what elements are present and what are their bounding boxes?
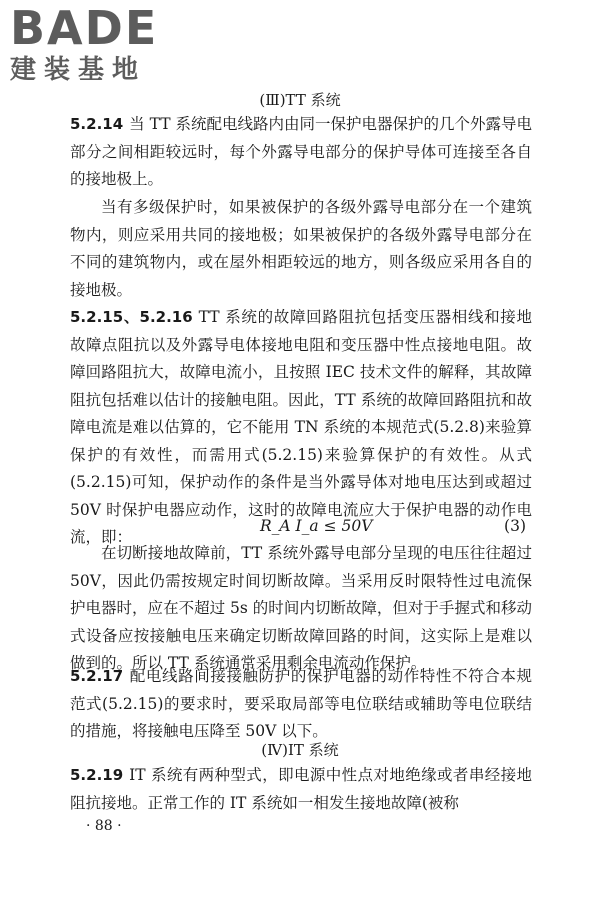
bade-logo [10, 1, 180, 94]
page-number: · 88 · [86, 818, 122, 834]
equation-number: (3) [504, 517, 526, 535]
section-heading-tt: (Ⅲ)TT 系统 [259, 91, 341, 109]
clause-text: 配电线路间接接触防护的保护电器的动作特性不符合本规范式(5.2.15)的要求时，要采取局部等电位联结或辅助等电位联结的措施，将接触电压降至 50V 以下。 [70, 667, 532, 740]
paragraph-fault-disconnection: 在切断接地故障前，TT 系统外露导电部分呈现的电压往往超过 50V，因此仍需按规定时间切断故障。当采用反时限特性过电流保护电器时，应在不超过 5s 的时间内切断故障，但对于手握式和移动式设备应按接触电压来确定切断故障回路的时间，这实际上是难以做到的。所以 TT 系统通常采用剩余电流动作保护。 [70, 544, 532, 672]
section-heading-it: (Ⅳ)IT 系统 [261, 741, 339, 759]
clause-text: 当 TT 系统配电线路内由同一保护电器保护的几个外露导电部分之间相距较远时，每个外露导电部分的保护导体可连接至各自的接地极上。 [70, 115, 532, 188]
clause-5-2-14 [70, 111, 532, 194]
clause-number: 5.2.14 [70, 115, 124, 133]
clause-number: 5.2.19 [70, 766, 124, 784]
clause-number: 5.2.15、5.2.16 [70, 308, 193, 326]
formula-row [70, 512, 532, 540]
clause-text: IT 系统有两种型式，即电源中性点对地绝缘或者串经接地阻抗接地。正常工作的 IT 系统如一相发生接地故障(被称 [70, 766, 532, 812]
clause-number: 5.2.17 [70, 667, 124, 685]
paragraph-multilevel-protection: 当有多级保护时，如果被保护的各级外露导电部分在一个建筑物内，则应采用共同的接地极；如果被保护的各级外露导电部分在不同的建筑物内，或在屋外相距较远的地方，则各级应采用各自的接地极。 [70, 198, 532, 299]
clause-5-2-19 [70, 762, 532, 817]
clause-text: TT 系统的故障回路阻抗包括变压器相线和接地故障点阻抗以及外露导电体接地电阻和变压器中性点接地电阻。故障回路阻抗大，故障电流小，且按照 IEC 技术文件的解释，其故障阻抗包括难以估计的接触电阻。因此，TT 系统的故障回路阻抗和故障电流是难以估算的，它不能用 TN 系统的本规范式(5.2.8)来验算保护的有效性，而需用式(5.2.15)来验算保护的有效性。从式(5.2.15)可知，保护动作的条件是当外露导体对地电压达到或超过 50V 时保护电器应动作，这时的故障电流应大于保护电器的动作电流，即： [70, 308, 532, 546]
logo-wordmark: BADE [10, 1, 159, 55]
logo-subtitle: 建装基地 [10, 55, 147, 85]
formula-expression: R_A I_a ≤ 50V [260, 517, 373, 535]
clause-5-2-17 [70, 663, 532, 746]
